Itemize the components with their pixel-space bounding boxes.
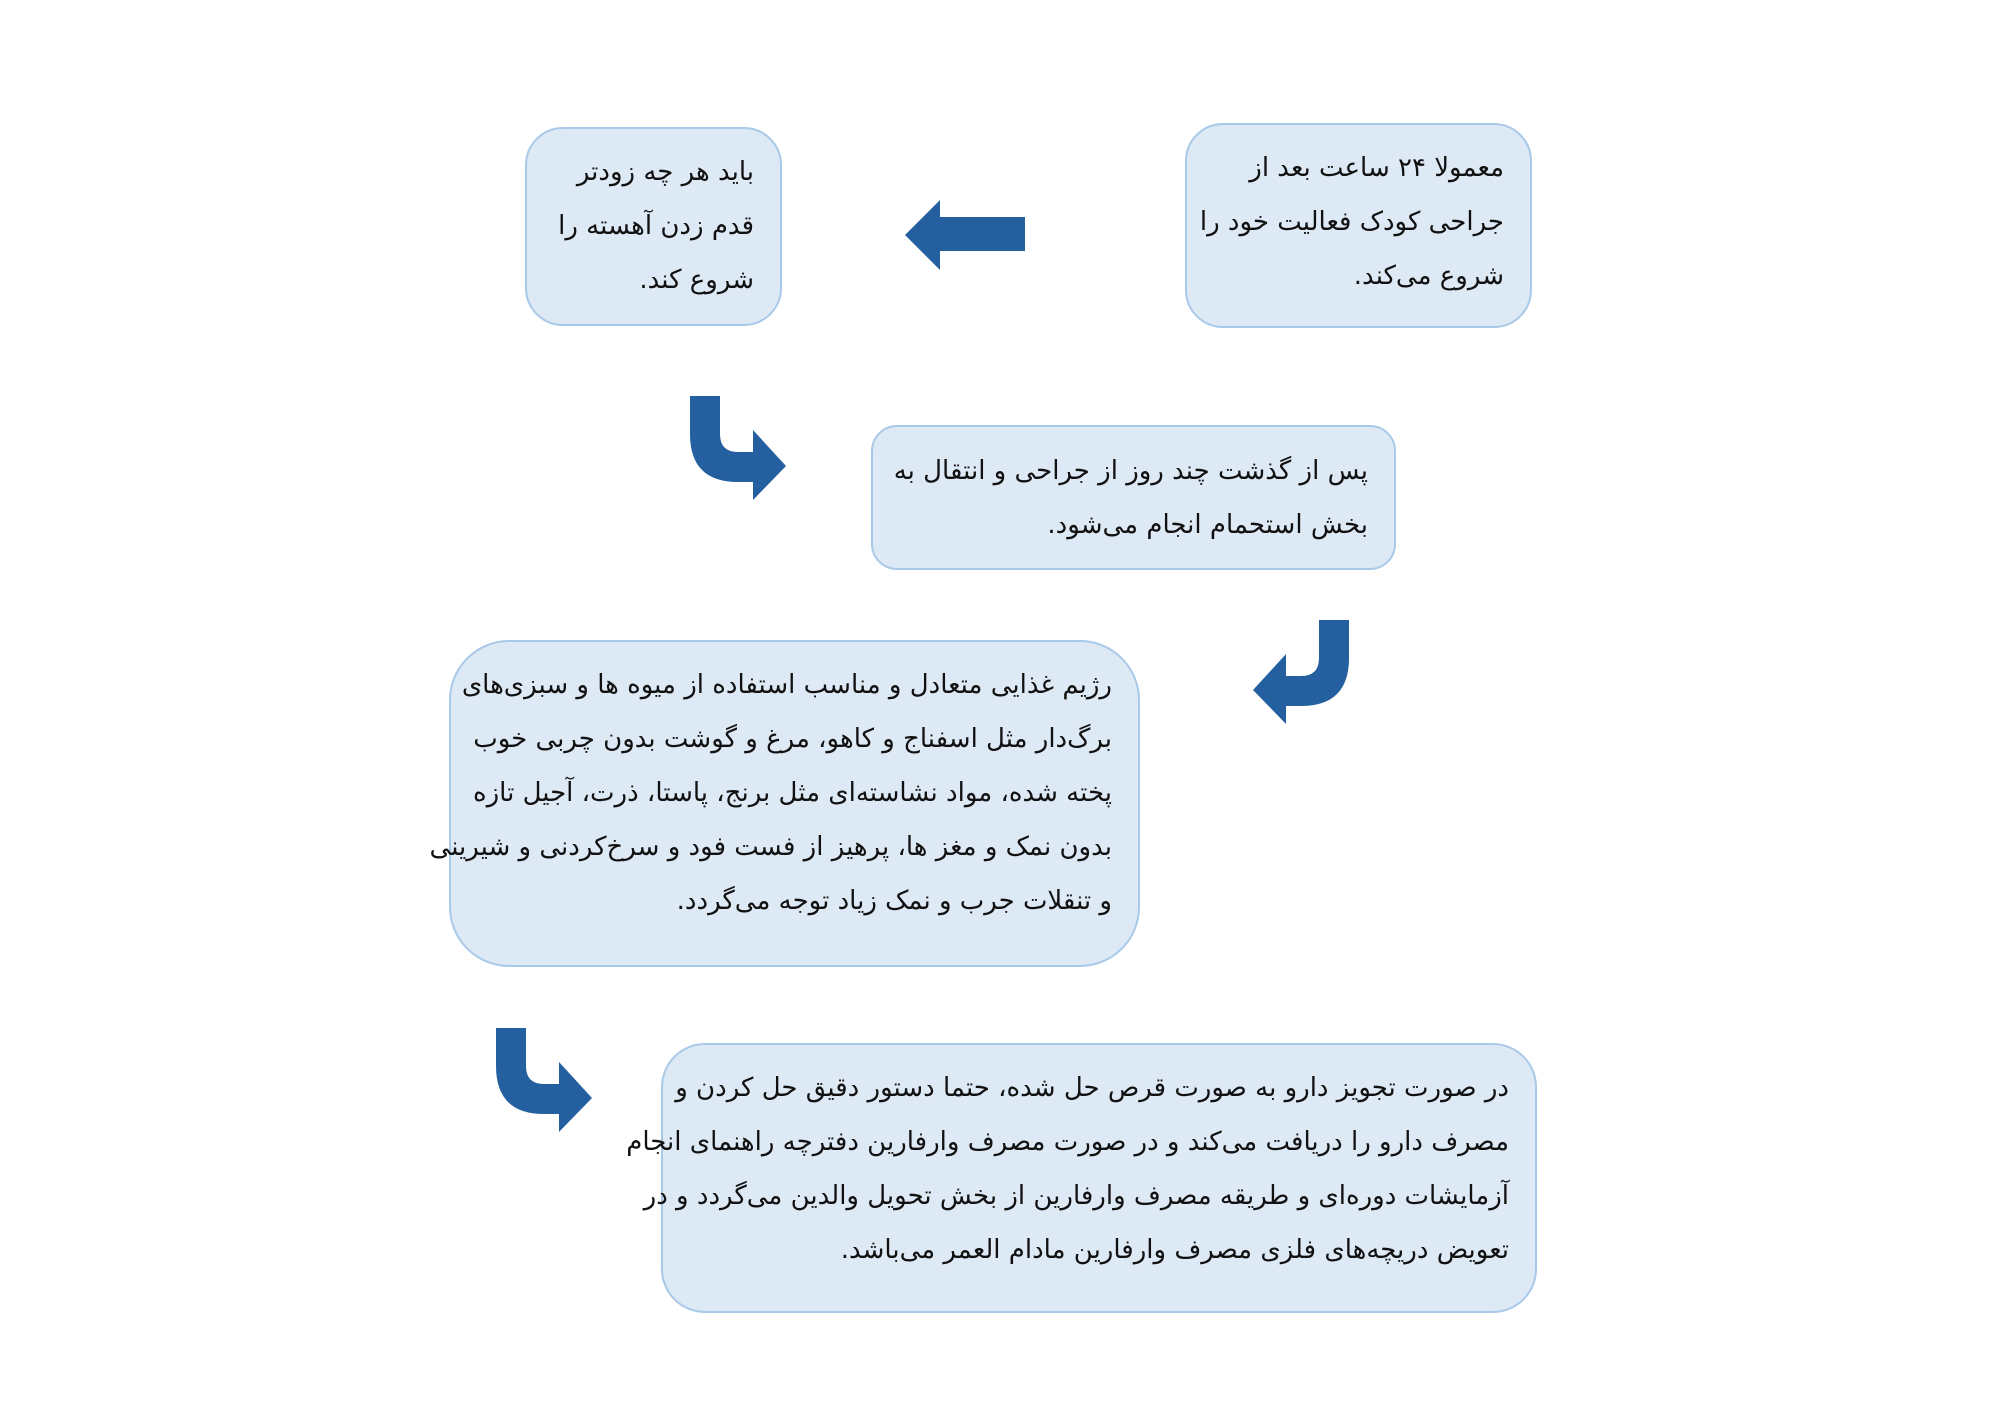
step-box-4: [429, 640, 1140, 967]
step-box-3: [871, 425, 1396, 570]
step-5-line-3: آزمایشات دوره‌ای و طریقه مصرف وارفارین از بخش تحویل والدین می‌گردد و در: [643, 1181, 1509, 1211]
step-box-5: [626, 1043, 1537, 1313]
step-4-line-1: رژیم غذایی متعادل و مناسب استفاده از میوه ها و سبزی‌های: [461, 670, 1112, 700]
step-box-1: [1185, 123, 1532, 328]
step-4-line-4: بدون نمک و مغز ها، پرهیز از فست فود و سرخ‌کردنی و شیرینی: [429, 832, 1112, 862]
step-3-line-2: بخش استحمام انجام می‌شود.: [1047, 510, 1368, 540]
step-box-2: [525, 127, 782, 326]
step-4-line-2: برگ‌دار مثل اسفناج و کاهو، مرغ و گوشت بدون چربی خوب: [473, 724, 1112, 754]
step-2-line-1: باید هر چه زودتر: [576, 157, 754, 187]
bent-arrow-down-left-icon: [1247, 620, 1351, 724]
bent-arrow-down-right-icon: [688, 396, 798, 500]
step-4-line-3: پخته شده، مواد نشاسته‌ای مثل برنج، پاستا، ذرت، آجیل تازه: [472, 778, 1112, 808]
step-1-line-2: جراحی کودک فعالیت خود را: [1199, 207, 1504, 237]
step-2-line-3: شروع کند.: [639, 265, 754, 295]
step-5-line-1: در صورت تجویز دارو به صورت قرص حل شده، حتما دستور دقیق حل کردن و: [675, 1073, 1509, 1103]
step-3-line-1: پس از گذشت چند روز از جراحی و انتقال به: [893, 456, 1368, 486]
step-1-line-1: معمولا ۲۴ ساعت بعد از: [1249, 153, 1504, 183]
step-5-line-2: مصرف دارو را دریافت می‌کند و در صورت مصرف وارفارین دفترچه راهنمای انجام: [626, 1127, 1509, 1157]
arrow-left-icon: [905, 200, 1025, 270]
step-1-line-3: شروع می‌کند.: [1353, 261, 1504, 291]
step-2-line-2: قدم زدن آهسته را: [558, 211, 754, 241]
step-4-line-5: و تنقلات جرب و نمک زیاد توجه می‌گردد.: [676, 886, 1112, 916]
step-5-line-4: تعویض دریچه‌های فلزی مصرف وارفارین مادام العمر می‌باشد.: [840, 1235, 1509, 1265]
bent-arrow-down-right-icon: [494, 1028, 604, 1132]
